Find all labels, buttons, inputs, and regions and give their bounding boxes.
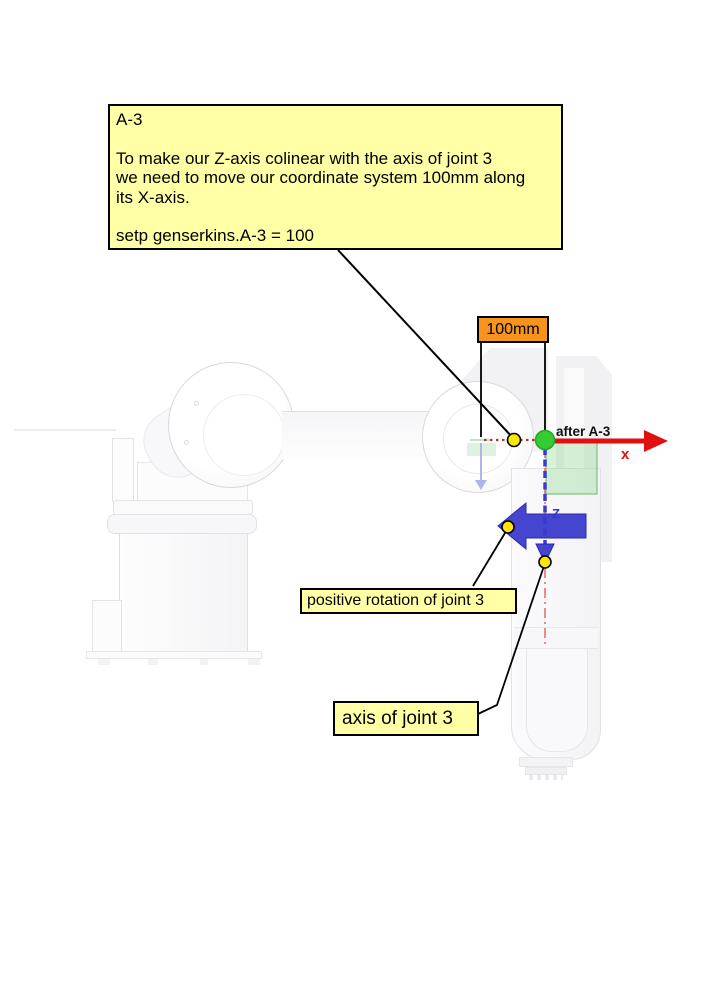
origin-dot	[536, 431, 555, 450]
x-axis-label: x	[621, 446, 630, 463]
z-axis-label: Z	[552, 506, 560, 521]
old-z-axis-arrowhead	[475, 480, 487, 490]
leader-line-note	[338, 250, 514, 439]
anchor-dot-rotation	[502, 521, 514, 533]
after-a3-label: after A-3	[556, 424, 611, 439]
dimension-label-text: 100mm	[486, 320, 540, 338]
note-callout	[108, 104, 563, 250]
x-axis-arrowhead	[644, 430, 668, 452]
rotation-callout	[300, 588, 517, 614]
rotation-callout-text: positive rotation of joint 3	[307, 592, 484, 609]
dimension-label	[477, 316, 549, 343]
anchor-dot-offset	[508, 434, 521, 447]
new-frame-square	[546, 443, 597, 494]
note-body-line-1: To make our Z-axis colinear with the axis of joint 3	[116, 148, 493, 168]
leader-line-axis	[478, 563, 545, 714]
note-title: A-3	[116, 110, 143, 129]
axis-callout-text: axis of joint 3	[342, 707, 453, 729]
leader-line-rotation	[473, 528, 508, 586]
note-command: setp genserkins.A-3 = 100	[116, 226, 314, 245]
axis-callout	[333, 701, 479, 736]
note-body-line-3: its X-axis.	[116, 187, 190, 207]
anchor-dot-axis	[539, 556, 551, 568]
note-body-line-2: we need to move our coordinate system 100mm along	[116, 168, 526, 187]
